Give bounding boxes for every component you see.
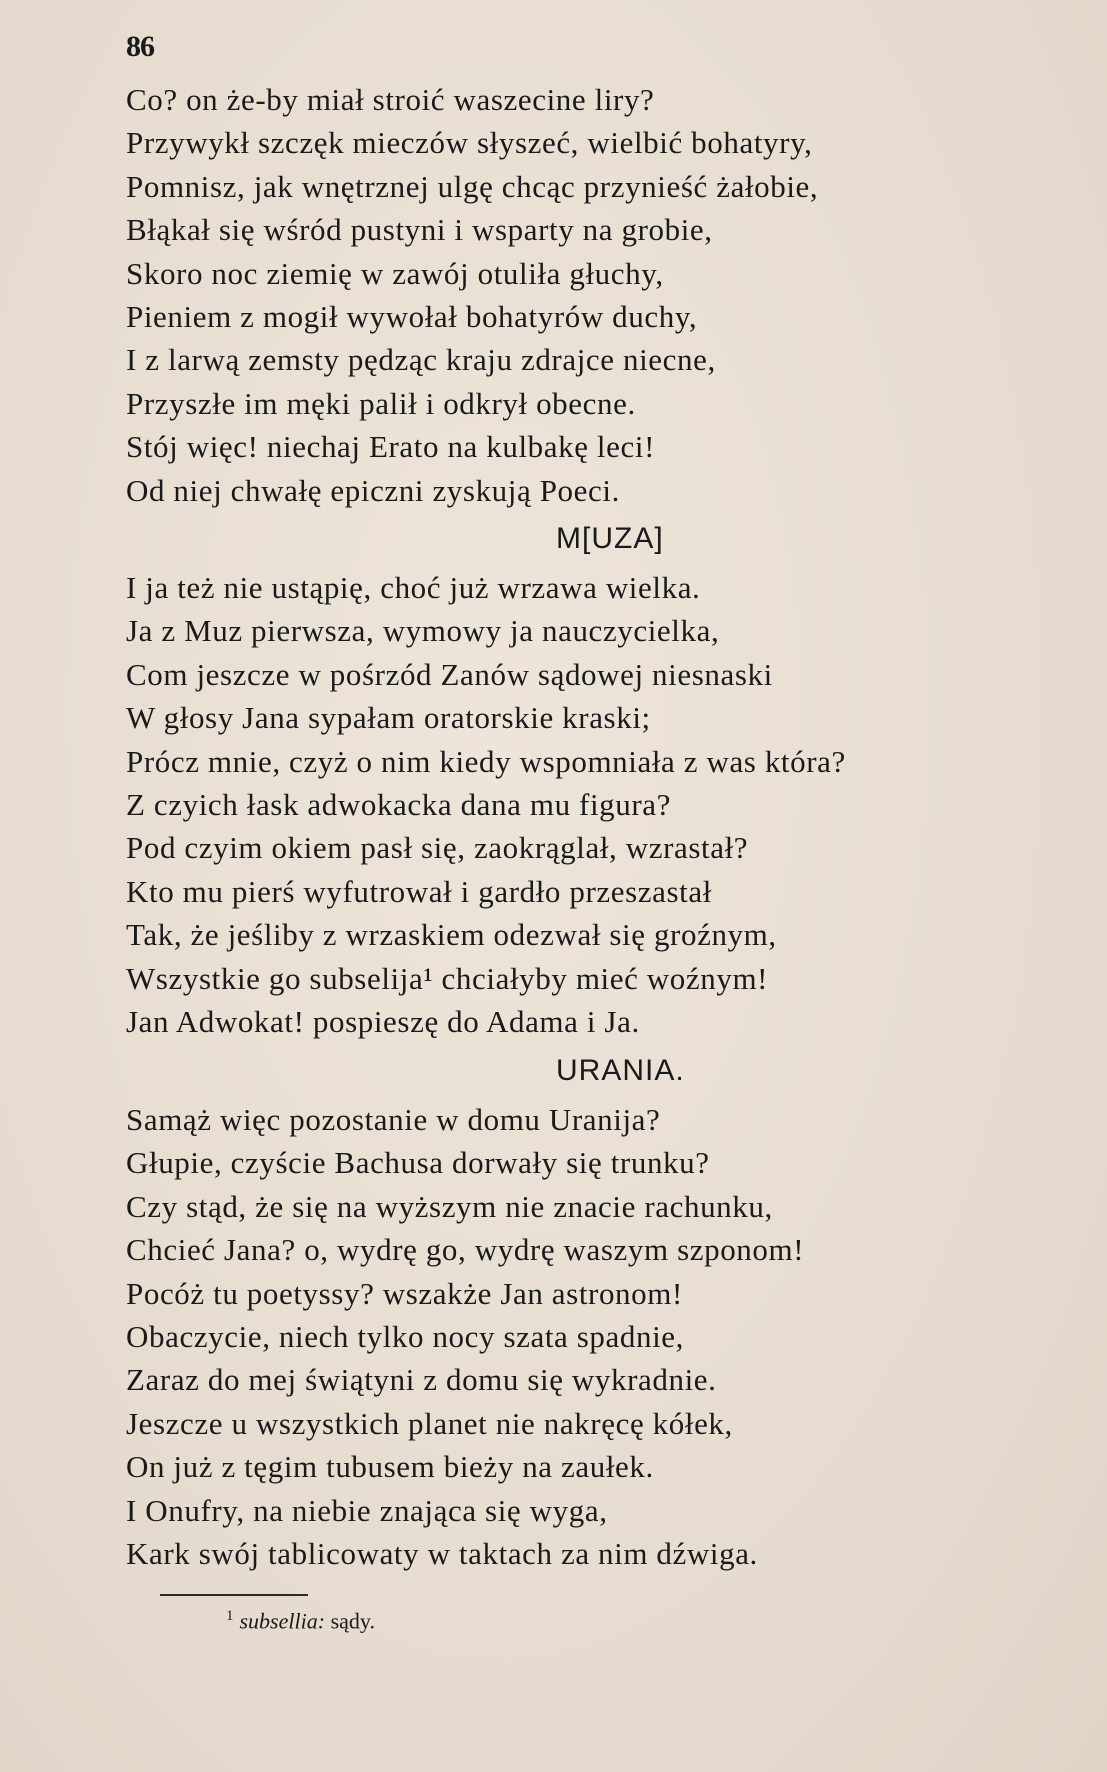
footnote-term: subsellia:: [239, 1608, 326, 1634]
verse-line: Pieniem z mogił wywołał bohatyrów duchy,: [126, 298, 698, 334]
verse-line: Kto mu pierś wyfutrował i gardło przeszastał: [126, 873, 712, 909]
verse-line: Jeszcze u wszystkich planet nie nakręcę kółek,: [126, 1405, 733, 1441]
verse-line: I z larwą zemsty pędząc kraju zdrajce niecne,: [126, 342, 716, 378]
verse-line: Ja z Muz pierwsza, wymowy ja nauczycielka,: [126, 613, 720, 649]
page-number: 86: [126, 30, 154, 63]
verse-line: Skoro noc ziemię w zawój otuliła głuchy,: [126, 255, 664, 291]
verse-block-1: [126, 78, 1086, 512]
verse-line: Com jeszcze w pośrzód Zanów sądowej niesnaski: [126, 656, 773, 692]
verse-line: Prócz mnie, czyż o nim kiedy wspomniała z was która?: [126, 743, 846, 779]
verse-line: Co? on że-by miał stroić waszecine liry?: [126, 82, 655, 117]
verse-line: Pocóż tu poetyssy? wszakże Jan astronom!: [126, 1275, 683, 1311]
verse-line: Jan Adwokat! pospieszę do Adama i Ja.: [126, 1003, 640, 1039]
verse-line: Czy stąd, że się na wyższym nie znacie rachunku,: [126, 1188, 773, 1224]
verse-line: W głosy Jana sypałam oratorskie kraski;: [126, 700, 651, 736]
verse-line: Samąż więc pozostanie w domu Uranija?: [126, 1102, 661, 1137]
verse-block-3: [126, 1098, 1086, 1575]
verse-line: I ja też nie ustąpię, choć już wrzawa wielka.: [126, 570, 701, 605]
verse-line: Pomnisz, jak wnętrznej ulgę chcąc przynieść żałobie,: [126, 168, 819, 204]
verse-line: Stój więc! niechaj Erato na kulbakę leci!: [126, 429, 656, 465]
verse-line: Błąkał się wśród pustyni i wsparty na grobie,: [126, 212, 713, 248]
verse-line: Tak, że jeśliby z wrzaskiem odezwał się groźnym,: [126, 917, 777, 953]
verse-line: Od niej chwałę epiczni zyskują Poeci.: [126, 472, 620, 508]
footnote-text: sądy.: [330, 1608, 375, 1634]
verse-line: Przywykł szczęk mieczów słyszeć, wielbić bohatyry,: [126, 125, 813, 161]
verse-block-2: [126, 566, 1086, 1043]
verse-line: Głupie, czyście Bachusa dorwały się trunku?: [126, 1145, 710, 1181]
speaker-heading-muza: M[UZA]: [556, 522, 664, 555]
footnote: [226, 1608, 375, 1634]
verse-line: On już z tęgim tubusem bieży na zaułek.: [126, 1449, 654, 1485]
verse-line: Obaczycie, niech tylko nocy szata spadnie,: [126, 1318, 685, 1354]
verse-line: Kark swój tablicowaty w taktach za nim dźwiga.: [126, 1535, 758, 1571]
verse-line: Pod czyim okiem pasł się, zaokrąglał, wzrastał?: [126, 830, 749, 866]
speaker-heading-urania: URANIA.: [556, 1054, 685, 1087]
verse-line: Wszystkie go subselija¹ chciałyby mieć woźnym!: [126, 960, 769, 996]
verse-line: Przyszłe im męki palił i odkrył obecne.: [126, 385, 636, 421]
verse-line: Z czyich łask adwokacka dana mu figura?: [126, 786, 671, 822]
footnote-divider: [160, 1594, 308, 1596]
verse-line: I Onufry, na niebie znająca się wyga,: [126, 1492, 608, 1528]
footnote-mark: 1: [226, 1608, 234, 1624]
verse-line: Chcieć Jana? o, wydrę go, wydrę waszym szponom!: [126, 1232, 805, 1268]
verse-line: Zaraz do mej świątyni z domu się wykradnie.: [126, 1362, 717, 1398]
